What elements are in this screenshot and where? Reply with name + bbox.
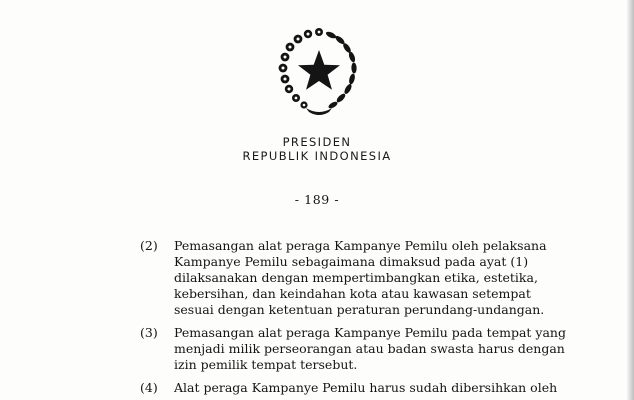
state-emblem-icon [274,26,364,116]
text-line: sesuai dengan ketentuan peraturan perundang-undangan. [174,302,545,317]
text-line: Alat peraga Kampanye Pemilu harus sudah dibersihkan oleh [174,380,558,395]
text-line: dilaksanakan dengan mempertimbangkan etika, estetika, [174,270,538,285]
paragraph-number: (4) [140,380,158,395]
text-line: kebersihan, dan keindahan kota atau kawasan setempat [174,286,531,301]
text-line: izin pemilik tempat tersebut. [174,357,358,372]
paragraph-text [174,380,600,396]
paragraph-number: (3) [140,325,158,340]
header-president: PRESIDEN [282,135,352,149]
paragraph-text [174,325,600,373]
text-line: Pemasangan alat peraga Kampanye Pemilu oleh pelaksana [174,238,547,253]
paragraph-text [174,238,600,318]
paragraph-number: (2) [140,238,158,253]
page-number: - 189 - [294,192,340,207]
text-line: menjadi milik perseorangan atau badan swasta harus dengan [174,341,565,356]
header-republic: REPUBLIK INDONESIA [242,149,392,163]
text-line: Kampanye Pemilu sebagaimana dimaksud pada ayat (1) [174,254,529,269]
text-line: Pemasangan alat peraga Kampanye Pemilu pada tempat yang [174,325,566,340]
